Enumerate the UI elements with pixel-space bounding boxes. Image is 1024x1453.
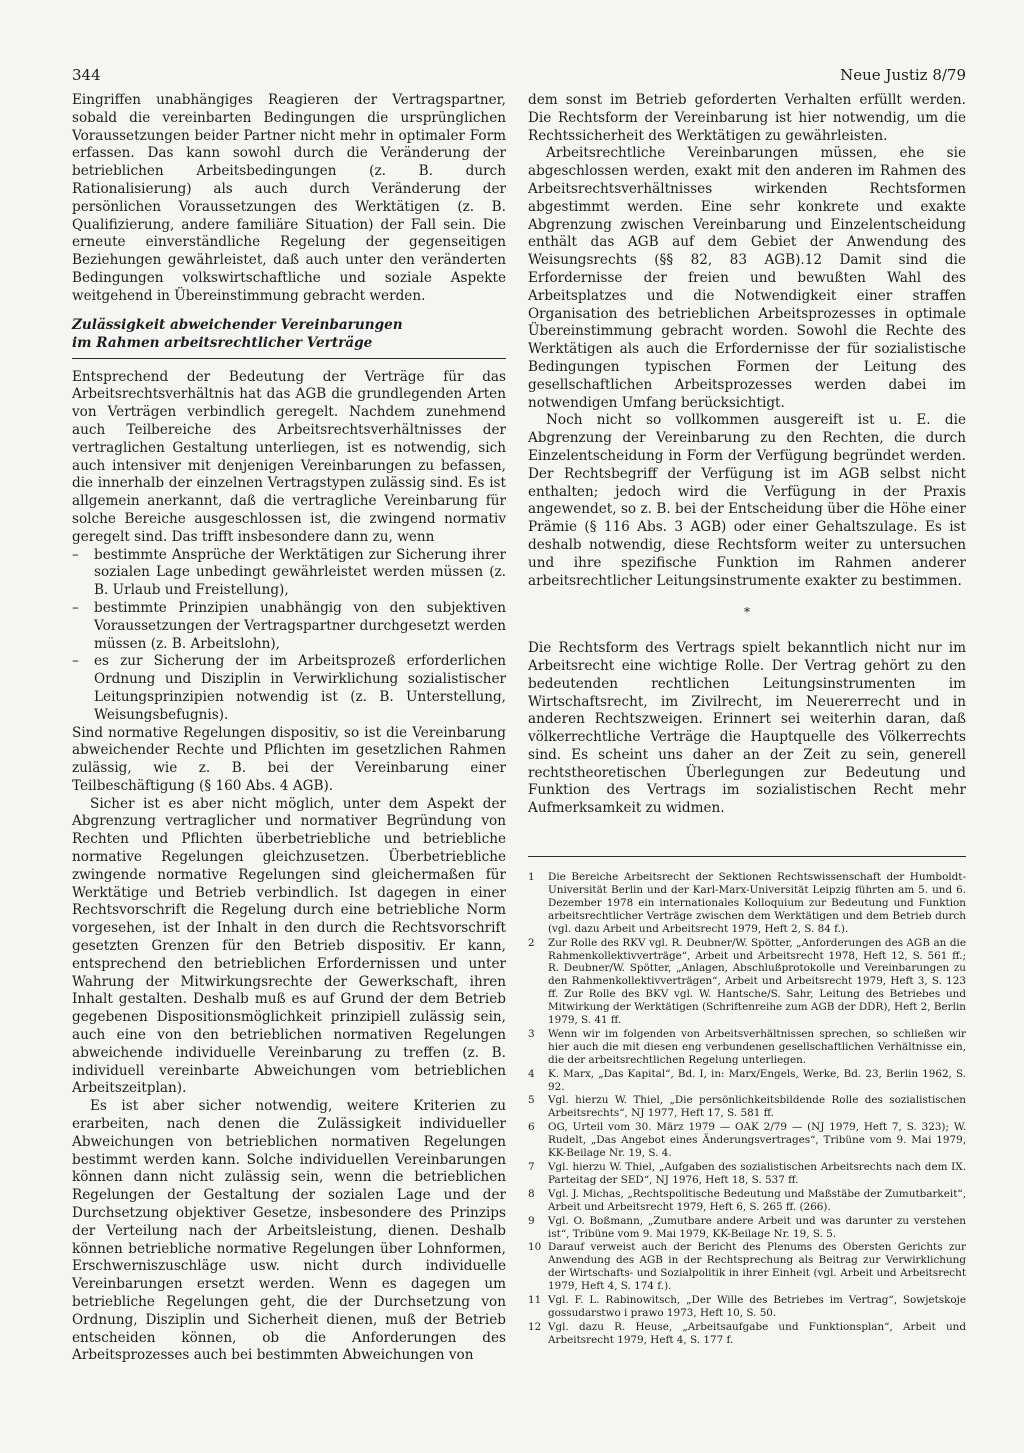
footnote-text: K. Marx, „Das Kapital“, Bd. I, in: Marx/Engels, Werke, Bd. 23, Berlin 1962, S. 92.	[548, 1067, 966, 1093]
footnote-number: 5	[528, 1094, 535, 1107]
footnote-text: Wenn wir im folgenden von Arbeitsverhältnissen sprechen, so schließen wir hier auch die mit diesen eng verbundenen gesellschaftlichen Verhältnisse ein, die der arbeitsrechtlichen Regelung unterliegen.	[548, 1027, 966, 1066]
list-item: – es zur Sicherung der im Arbeitsprozeß erforderlichen Ordnung und Disziplin in Verwirklichung sozialistischer Leitungsprinzipien notwendig ist (z. B. Unterstellung, Weisungsbefugnis).	[72, 653, 506, 724]
footnote-number: 11	[528, 1294, 542, 1307]
section-heading-line-1: Zulässigkeit abweichender Vereinbarungen	[72, 316, 403, 333]
footnote	[528, 1068, 966, 1094]
section-heading-line-2: im Rahmen arbeitsrechtlicher Verträge	[72, 334, 373, 351]
footnote-text: Die Bereiche Arbeitsrecht der Sektionen Rechtswissenschaft der Humboldt-Universität Berlin und der Karl-Marx-Universität Leipzig führten am 5. und 6. Dezember 1978 ein internationales Kolloquium zur Bedeutung und Funktion arbeitsrechtlicher Verträge zwischen dem Werktätigen und dem Betrieb durch (vgl. dazu Arbeit und Arbeitsrecht 1979, Heft 2, S. 84 f.).	[548, 871, 966, 935]
journal-issue: Neue Justiz 8/79	[840, 66, 966, 84]
footnote	[528, 1215, 966, 1241]
page-number: 344	[72, 66, 101, 84]
footnote-text: OG, Urteil vom 30. März 1979 — OAK 2/79 — (NJ 1979, Heft 7, S. 323); W. Rudelt, „Das Angebot eines Änderungsvertrages“, Tribüne vom 9. Mai 1979, KK-Beilage Nr. 19, S. 4.	[548, 1121, 966, 1160]
condition-list	[72, 547, 506, 725]
footnote-text: Vgl. J. Michas, „Rechtspolitische Bedeutung und Maßstäbe der Zumutbarkeit“, Arbeit und Arbeitsrecht 1979, Heft 6, S. 265 ff. (266).	[548, 1187, 966, 1213]
footnote-number: 10	[528, 1241, 542, 1254]
footnote-number: 3	[528, 1027, 535, 1040]
footnote-number: 6	[528, 1121, 535, 1134]
footnote-text: Vgl. hierzu W. Thiel, „Aufgaben des sozialistischen Arbeitsrechts nach dem IX. Parteitag der SED“, NJ 1976, Heft 18, S. 537 ff.	[548, 1161, 966, 1186]
footnote-number: 9	[528, 1214, 535, 1227]
footnote-number: 7	[528, 1161, 535, 1174]
footnote-text: Vgl. O. Boßmann, „Zumutbare andere Arbeit und was darunter zu verstehen ist“, Tribüne vom 9. Mai 1979, KK-Beilage Nr. 19, S. 5.	[548, 1214, 966, 1240]
footnote	[528, 1121, 966, 1160]
footnote-number: 2	[528, 936, 535, 949]
footnote	[528, 871, 966, 936]
heading-rule	[72, 358, 506, 359]
footnotes	[528, 871, 966, 1347]
paragraph-entsprechend: Entsprechend der Bedeutung der Verträge für das Arbeitsrechtsverhältnis hat das AGB die grundlegenden Arten von Verträgen verbindlich geregelt. Nachdem zunehmend auch Teilbereiche des Arbeitsrechtsverhältnisses der vertraglichen Gestaltung unterliegen, ist es notwendig, sich auch intensiver mit denjenigen Vereinbarungen zu befassen, die innerhalb der einzelnen Vertragstypen zulässig sind. Es ist allgemein anerkannt, daß die vertragliche Vereinbarung für solche Bereiche ausgeschlossen ist, die zwingend normativ geregelt sind. Das trifft insbesondere dann zu, wenn	[72, 368, 506, 545]
footnote	[528, 1161, 966, 1187]
right-column	[528, 92, 966, 1348]
footnote-rule	[528, 856, 966, 857]
footnote	[528, 1028, 966, 1067]
paragraph-sicher: Sicher ist es aber nicht möglich, unter dem Aspekt der Abgrenzung vertraglicher und normativer Begründung von Rechten und Pflichten überbetriebliche und betriebliche normative Regelungen gleichzusetzen. Überbetriebliche zwingende normative Regelungen sind gleichermaßen für Werktätige und Betrieb verbindlich. Ist dagegen in einer Rechtsvorschrift die Regelung durch eine betriebliche Norm vorgesehen, ist der Inhalt in den durch die Rechtsvorschrift gesetzten Grenzen für den Betrieb dispositiv. Er kann, entsprechend den betrieblichen Erfordernissen und unter Wahrung der Mitwirkungsrechte der Gewerkschaft, ihren Inhalt gestalten. Deshalb muß es auf Grund der dem Betrieb gegebenen Dispositionsmöglichkeit prinzipiell zulässig sein, auch eine von den betrieblichen normativen Regelungen abweichende individuelle Vereinbarung zu treffen (z. B. individuell vereinbarte Abweichungen vom betrieblichen Arbeitszeitplan).	[72, 795, 506, 1097]
footnote-number: 4	[528, 1067, 535, 1080]
footnote	[528, 937, 966, 1027]
footnote-text: Vgl. dazu R. Heuse, „Arbeitsaufgabe und Funktionsplan“, Arbeit und Arbeitsrecht 1979, Heft 4, S. 177 f.	[548, 1320, 966, 1346]
paragraph-kriterien: Es ist aber sicher notwendig, weitere Kriterien zu erarbeiten, nach denen die Zulässigkeit individueller Abweichungen von betrieblichen normativen Regelungen bestimmt werden kann. Solche individuellen Vereinbarungen können dann nicht zulässig sein, wenn die betrieblichen Regelungen der Gestaltung der sozialen Lage und der Durchsetzung objektiver Gesetze, insbesondere des Prinzips der Verteilung nach der Arbeitsleistung, dienen. Deshalb können betriebliche normative Regelungen über Lohnformen, Erschwerniszuschläge usw. nicht durch individuelle Vereinbarungen ersetzt werden. Wenn es dagegen um betriebliche Regelungen geht, die der Durchsetzung von Ordnung, Disziplin und Sicherheit dienen, muß der Betrieb entscheiden können, ob die Anforderungen des Arbeitsprozesses auch bei bestimmten Abweichungen von	[72, 1098, 506, 1364]
footnote	[528, 1321, 966, 1347]
paragraph-intro: Eingriffen unabhängiges Reagieren der Vertragspartner, sobald die vereinbarten Bedingungen die ursprünglichen Voraussetzungen beider Partner nicht mehr in optimaler Form erfassen. Das kann sowohl durch die Veränderung der betrieblichen Arbeitsbedingungen (z. B. durch Rationalisierung) als auch durch Veränderung der persönlichen Voraussetzungen des Werktätigen (z. B. Qualifizierung, andere familiäre Situation) der Fall sein. Die erneute einverständliche Regelung der gegenseitigen Beziehungen gewährleistet, daß auch unter den veränderten Bedingungen volkswirtschaftliche und soziale Aspekte weitgehend in Übereinstimmung gebracht werden.	[72, 92, 506, 304]
paragraph-sind: Sind normative Regelungen dispositiv, so ist die Vereinbarung abweichender Rechte und Pflichten im gesetzlichen Rahmen zulässig, wie z. B. bei der Vereinbarung einer Teilbeschäftigung (§ 160 Abs. 4 AGB).	[72, 724, 506, 794]
footnote-text: Zur Rolle des RKV vgl. R. Deubner/W. Spötter, „Anforderungen des AGB an die Rahmenkollektivverträge“, Arbeit und Arbeitsrecht 1978, Heft 12, S. 561 ff.; R. Deubner/W. Spötter, „Anlagen, Abschlußprotokolle und Vereinbarungen zu den Rahmenkollektivverträgen“, Arbeit und Arbeitsrecht 1979, Heft 3, S. 123 ff. Zur Rolle des BKV vgl. W. Hantsche/S. Sahr, Leitung des Betriebes und Mitwirkung der Werktätigen (Schriftenreihe zum AGB der DDR), Heft 2, Berlin 1979, S. 41 ff.	[548, 936, 966, 1027]
list-item: – bestimmte Ansprüche der Werktätigen zur Sicherung ihrer sozialen Lage unbedingt gewährleistet werden müssen (z. B. Urlaub und Freistellung),	[72, 547, 506, 600]
footnote	[528, 1294, 966, 1320]
footnote-text: Darauf verweist auch der Bericht des Plenums des Obersten Gerichts zur Anwendung des AGB in der Rechtsprechung als Beitrag zur Verwirklichung der Wirtschafts- und Sozialpolitik in ihrer Einheit (vgl. Arbeit und Arbeitsrecht 1979, Heft 4, S. 174 f.).	[548, 1241, 966, 1293]
paragraph-arbeitsrechtliche: Arbeitsrechtliche Vereinbarungen müssen, ehe sie abgeschlossen werden, exakt mit den anderen im Rahmen des Arbeitsrechtsverhältnisses wirkenden Rechtsformen abgestimmt werden. Eine sehr konkrete und exakte Abgrenzung zwischen Vereinbarung und Einzelentscheidung enthält das AGB auf dem Gebiet der Anwendung des Weisungsrechts (§§ 82, 83 AGB).12 Damit sind die Erfordernisse der freien und bewußten Wahl des Arbeitsplatzes und die Notwendigkeit einer straffen Organisation des betrieblichen Arbeitsprozesses in optimale Übereinstimmung gebracht worden. Sowohl die Rechte des Werktätigen als auch die Erfordernisse der für sozialistische Bedingungen typischen Formen der Leitung des gesellschaftlichen Arbeitsprozesses werden dabei im notwendigen Umfang berücksichtigt.	[528, 145, 966, 411]
footnote-text: Vgl. hierzu W. Thiel, „Die persönlichkeitsbildende Rolle des sozialistischen Arbeitsrechts“, NJ 1977, Heft 17, S. 581 ff.	[548, 1094, 966, 1120]
footnote	[528, 1094, 966, 1120]
section-separator: *	[744, 605, 750, 620]
footnote	[528, 1188, 966, 1214]
footnote	[528, 1241, 966, 1293]
paragraph-noch: Noch nicht so vollkommen ausgereift ist u. E. die Abgrenzung der Vereinbarung zu den Rechten, die durch Einzelentscheidung in Form der Verfügung begründet werden. Der Rechtsbegriff der Verfügung ist im AGB selbst nicht enthalten; jedoch wird die Verfügung in der Praxis angewendet, so z. B. bei der Entscheidung über die Höhe einer Prämie (§ 116 Abs. 3 AGB) oder einer Gehaltszulage. Es ist deshalb notwendig, diese Rechtsform weiter zu untersuchen und ihre spezifische Funktion im Rahmen anderer arbeitsrechtlicher Leitungsinstrumente exakter zu bestimmen.	[528, 412, 966, 589]
footnote-number: 8	[528, 1187, 535, 1200]
footnote-number: 12	[528, 1320, 542, 1333]
list-item: – bestimmte Prinzipien unabhängig von den subjektiven Voraussetzungen der Vertragspartner durchgesetzt werden müssen (z. B. Arbeitslohn),	[72, 600, 506, 653]
footnote-number: 1	[528, 871, 535, 884]
section-heading	[72, 316, 506, 352]
footnote-text: Vgl. F. L. Rabinowitsch, „Der Wille des Betriebes im Vertrag“, Sowjetskoje gossudarstwo i prawo 1973, Heft 10, S. 50.	[548, 1294, 966, 1319]
paragraph-rechtsform: Die Rechtsform des Vertrags spielt bekanntlich nicht nur im Arbeitsrecht eine wichtige Rolle. Der Vertrag gehört zu den bedeutenden rechtlichen Leitungsinstrumenten im Wirtschaftsrecht, im Zivilrecht, im Neuererrecht und in anderen Rechtszweigen. Erinnert sei weiterhin daran, daß völkerrechtliche Verträge die Hauptquelle des Völkerrechts sind. Es scheint uns daher an der Zeit zu sein, generell rechtstheoretischen Überlegungen zur Bedeutung und Funktion des Vertrags im sozialistischen Recht mehr Aufmerksamkeit zu widmen.	[528, 640, 966, 817]
left-column	[72, 92, 506, 1365]
paragraph-continuation: dem sonst im Betrieb geforderten Verhalten erfüllt werden. Die Rechtsform der Vereinbarung ist hier notwendig, um die Rechtssicherheit des Werktätigen zu gewährleisten.	[528, 92, 966, 144]
